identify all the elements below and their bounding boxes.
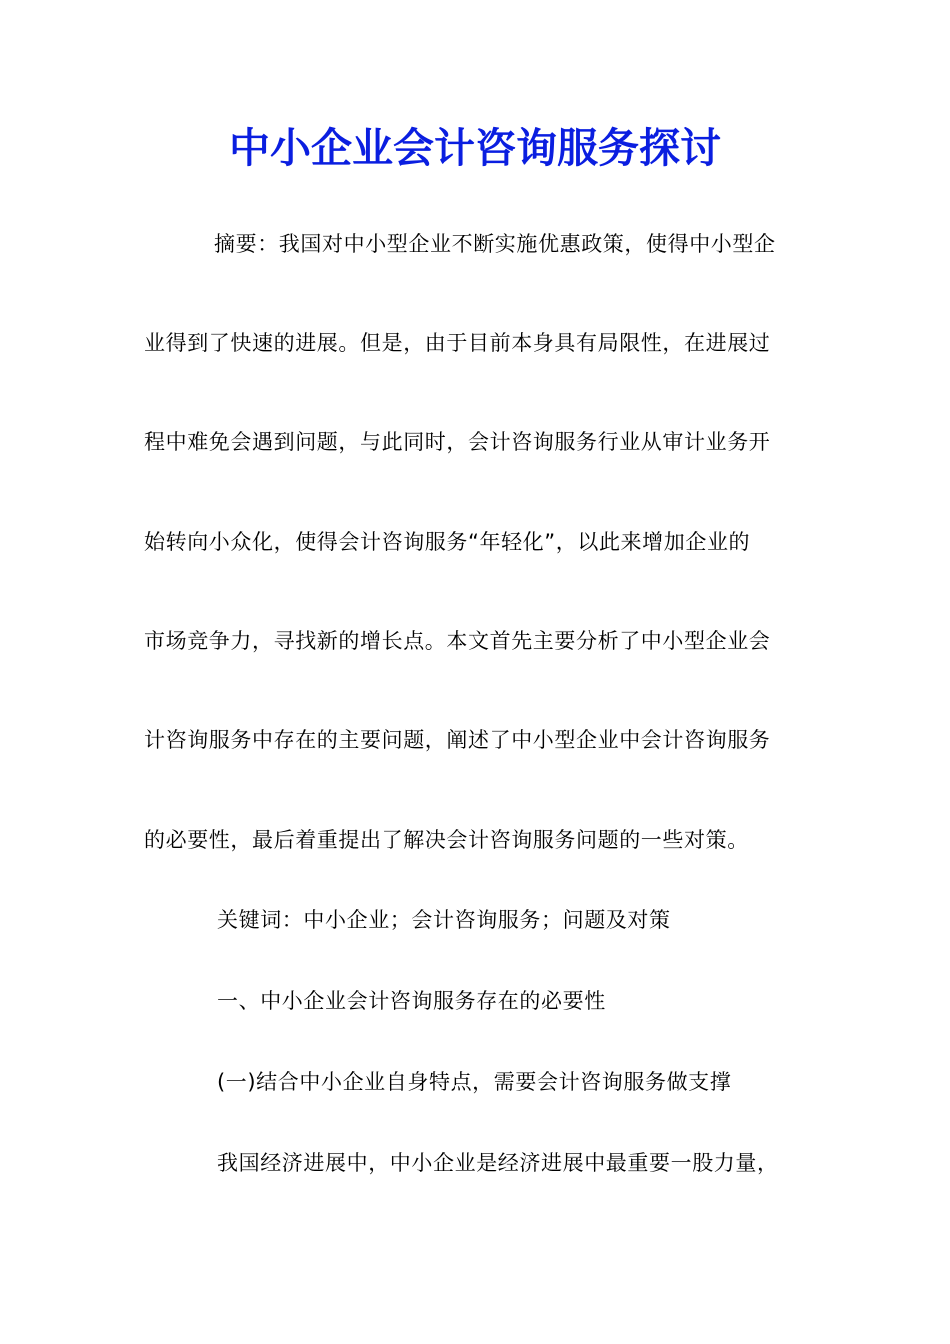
section-heading: 一、中小企业会计咨询服务存在的必要性 [217,989,606,1013]
abstract-line-1: 摘要：我国对中小型企业不断实施优惠政策，使得中小型企 [214,232,776,256]
abstract-line-5: 市场竞争力，寻找新的增长点。本文首先主要分析了中小型企业会 [144,629,771,653]
document-title: 中小企业会计咨询服务探讨 [229,124,721,172]
abstract-line-2: 业得到了快速的进展。但是，由于目前本身具有局限性，在进展过 [144,331,771,355]
subsection-heading: (一)结合中小企业自身特点，需要会计咨询服务做支撑 [217,1070,732,1094]
keywords-line: 关键词：中小企业；会计咨询服务；问题及对策 [217,908,671,932]
abstract-line-4: 始转向小众化，使得会计咨询服务“年轻化”，以此来增加企业的 [144,530,751,554]
abstract-line-7: 的必要性，最后着重提出了解决会计咨询服务问题的一些对策。 [144,828,749,852]
body-paragraph-line: 我国经济进展中，中小企业是经济进展中最重要一股力量， [217,1151,779,1175]
abstract-line-6: 计咨询服务中存在的主要问题，阐述了中小型企业中会计咨询服务 [144,728,771,752]
abstract-line-3: 程中难免会遇到问题，与此同时，会计咨询服务行业从审计业务开 [144,430,771,454]
